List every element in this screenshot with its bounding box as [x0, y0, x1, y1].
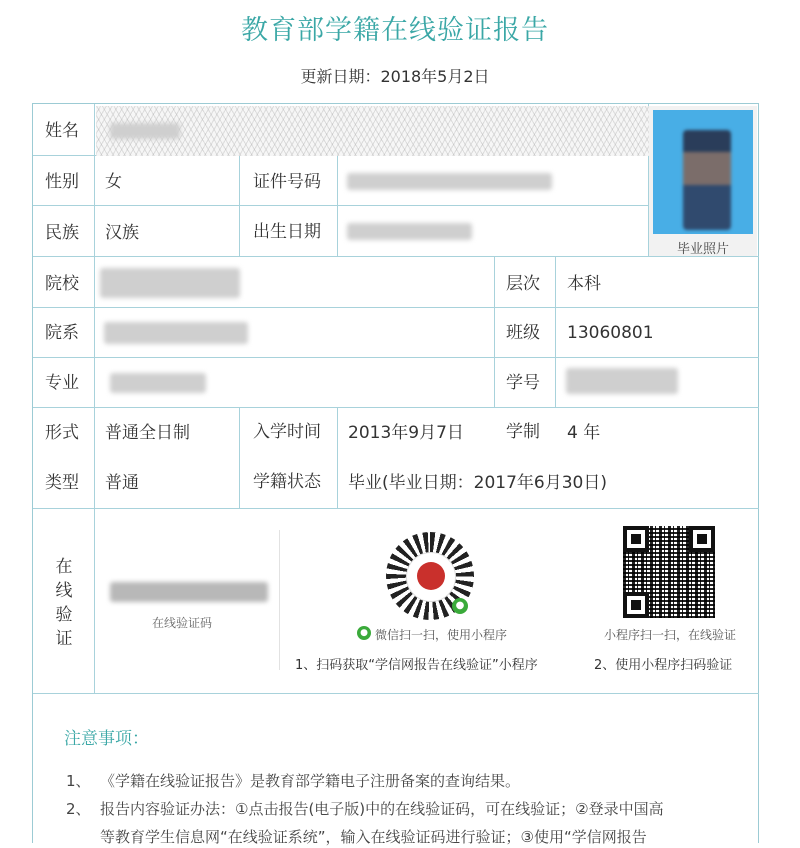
- note-text-2: 报告内容验证办法：①点击报告(电子版)中的在线验证码，可在线验证；②登录中国高: [100, 800, 664, 818]
- type-label: 类型: [45, 473, 79, 493]
- note-text-1: 《学籍在线验证报告》是教育部学籍电子注册备案的查询结果。: [100, 772, 521, 790]
- note-number: 1、: [66, 772, 91, 790]
- birth-date-label: 出生日期: [253, 222, 321, 242]
- department-redacted: [104, 322, 248, 344]
- online-verify-label: 在线验证: [55, 557, 73, 649]
- wechat-scan-caption: 微信扫一扫，使用小程序: [375, 628, 508, 642]
- birth-date-redacted: [347, 223, 472, 240]
- note-item-2: [66, 798, 91, 820]
- verify-code-redacted[interactable]: [110, 582, 268, 602]
- type-value: 普通: [105, 473, 139, 493]
- level-label: 层次: [506, 274, 540, 294]
- level-value: 本科: [567, 274, 601, 294]
- verify-qr-code[interactable]: [623, 526, 715, 618]
- name-label: 姓名: [45, 121, 79, 141]
- photo-caption: 毕业照片: [676, 242, 729, 257]
- major-label: 专业: [45, 373, 79, 393]
- graduation-photo: [649, 106, 757, 256]
- wechat-mini-program-icon: ●: [357, 626, 371, 640]
- ethnicity-value: 汉族: [105, 223, 139, 243]
- name-background-pattern: [96, 106, 742, 156]
- mini-scan-caption: 小程序扫一扫，在线验证: [604, 628, 737, 642]
- class-label: 班级: [506, 323, 540, 343]
- enroll-time-value: 2013年9月7日: [348, 423, 464, 443]
- report-title: 教育部学籍在线验证报告: [241, 15, 549, 46]
- gender-value: 女: [105, 172, 122, 192]
- ethnicity-label: 民族: [45, 223, 79, 243]
- verify-step-1: 1、扫码获取“学信网报告在线验证”小程序: [295, 658, 538, 673]
- school-redacted: [100, 268, 240, 298]
- form-value: 普通全日制: [105, 423, 190, 443]
- notes-title: 注意事项：: [64, 729, 149, 749]
- form-label: 形式: [45, 423, 79, 443]
- note-number: 2、: [66, 800, 91, 818]
- gender-label: 性别: [45, 172, 79, 192]
- mini-program-code[interactable]: [386, 532, 474, 620]
- status-label: 学籍状态: [253, 472, 321, 492]
- major-redacted: [110, 373, 206, 393]
- student-no-label: 学号: [506, 373, 540, 393]
- school-label: 院校: [45, 274, 79, 294]
- xuexin-logo-icon: [417, 562, 445, 590]
- class-value: 13060801: [567, 323, 654, 343]
- duration-label: 学制: [506, 422, 540, 442]
- student-no-redacted: [566, 368, 678, 394]
- update-date: 更新日期：2018年5月2日: [300, 67, 490, 86]
- verify-step-2: 2、使用小程序扫码验证: [594, 658, 733, 673]
- id-number-redacted: [347, 173, 552, 190]
- verify-code-caption: 在线验证码: [152, 616, 213, 630]
- mini-program-badge-icon: ●: [452, 598, 468, 614]
- duration-value: 4 年: [567, 423, 601, 443]
- id-number-label: 证件号码: [253, 172, 321, 192]
- department-label: 院系: [45, 323, 79, 343]
- enroll-time-label: 入学时间: [253, 422, 321, 442]
- name-redacted: [110, 123, 180, 139]
- status-value: 毕业(毕业日期：2017年6月30日): [348, 473, 607, 493]
- note-item-1: [66, 770, 91, 792]
- note-text-2-continued: 等教育学生信息网“在线验证系统”，输入在线验证码进行验证；③使用“学信网报告: [100, 828, 647, 846]
